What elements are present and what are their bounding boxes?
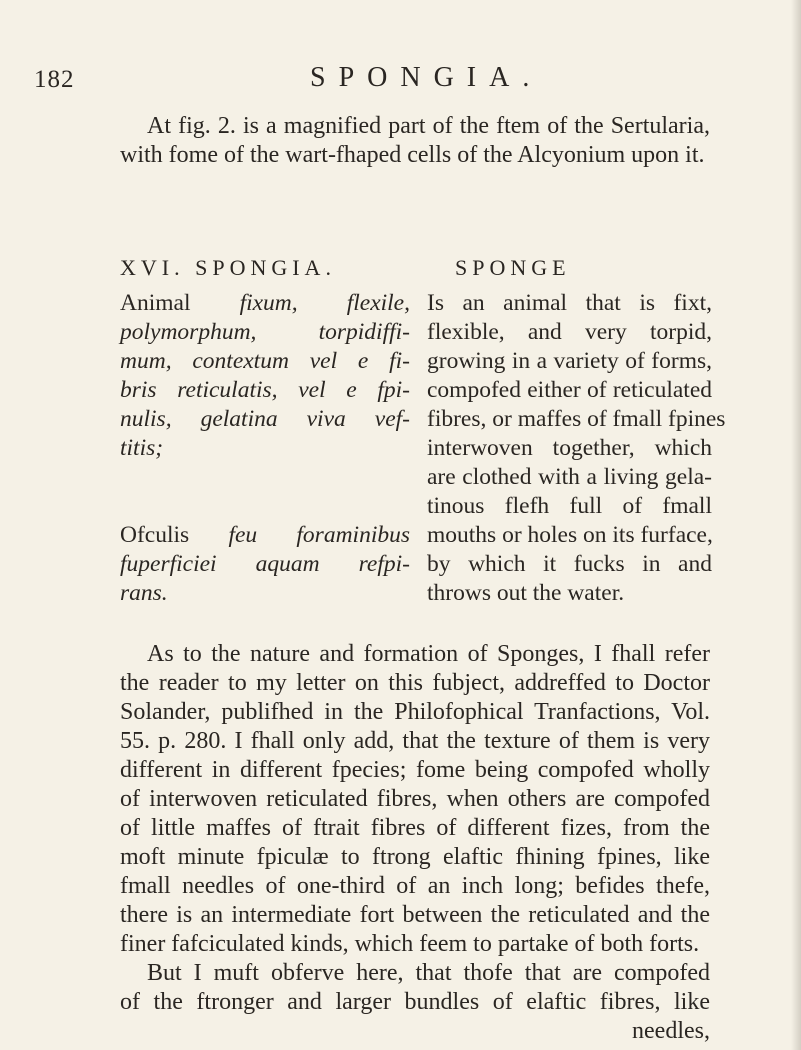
english-description bbox=[427, 289, 726, 608]
page-edge-shadow bbox=[791, 0, 801, 1050]
latin-line bbox=[120, 550, 410, 579]
paragraph-2-line: But I muft obferve here, that thofe that are compofed bbox=[147, 960, 710, 986]
english-line: mouths or holes on its furface, bbox=[427, 522, 713, 548]
english-line: growing in a variety of forms, bbox=[427, 348, 712, 374]
latin-line bbox=[120, 405, 410, 434]
paragraph-2 bbox=[120, 959, 710, 1046]
genus-english-heading: SPONGE bbox=[455, 255, 571, 280]
latin-line-italic: bris reticulatis, vel e fpi- bbox=[120, 377, 410, 403]
latin-line bbox=[120, 347, 410, 376]
latin-line bbox=[120, 434, 410, 463]
latin-line bbox=[120, 521, 410, 550]
english-line: flexible, and very torpid, bbox=[427, 319, 712, 345]
running-head: SPONGIA. bbox=[310, 62, 543, 93]
english-line: throws out the water. bbox=[427, 580, 625, 606]
english-line: compofed either of reticulated bbox=[427, 377, 712, 403]
latin-line-italic: mum, contextum vel e fi- bbox=[120, 348, 410, 374]
intro-text: At fig. 2. is a magnified part of the ftem of the Sertularia, with fome of the wart-fhaped cells of the Alcyonium upon it. bbox=[120, 113, 710, 168]
latin-line-italic: rans. bbox=[120, 580, 168, 606]
latin-line bbox=[120, 579, 410, 608]
latin-description bbox=[120, 289, 410, 608]
english-line: Is an animal that is fixt, bbox=[427, 290, 712, 316]
english-line: tinous flefh full of fmall bbox=[427, 493, 712, 519]
english-line: interwoven together, which bbox=[427, 435, 712, 461]
body-text bbox=[120, 640, 710, 1046]
paragraph-2-line: of the ftronger and larger bundles of elaftic fibres, like bbox=[120, 989, 710, 1015]
latin-line bbox=[120, 318, 410, 347]
paragraph-1: As to the nature and formation of Sponges, I fhall refer the reader to my letter on this fubject, addreffed to Doctor Solander, publifhed in the Philofophical Tranfactions, Vol. 55. p. 280. I fhall only add, that the texture of them is very different in different fpecies; fome being compofed wholly of interwoven reticulated fibres, when others are compofed of little maffes of ftrait fibres of different fizes, from the moft minute fpiculæ to ftrong elaftic fhining fpines, like fmall needles of one-third of an inch long; befides thefe, there is an intermediate fort between the reticulated and the finer fafciculated kinds, which feem to partake of both forts. bbox=[120, 641, 710, 957]
english-line: are clothed with a living gela- bbox=[427, 464, 712, 490]
latin-line-italic: titis; bbox=[120, 435, 164, 461]
latin-line-italic: fuperficiei aquam refpi- bbox=[120, 551, 410, 577]
latin-line-roman: Animal bbox=[120, 290, 240, 316]
intro-paragraph bbox=[120, 112, 710, 170]
latin-line-italic: feu foraminibus bbox=[228, 522, 410, 548]
latin-line-roman: Ofculis bbox=[120, 522, 229, 548]
english-line: fibres, or maffes of fmall fpines bbox=[427, 406, 726, 432]
latin-line-italic: polymorphum, torpidiffi- bbox=[120, 319, 410, 345]
latin-line bbox=[120, 289, 410, 318]
latin-line-italic: nulis, gelatina viva vef- bbox=[120, 406, 410, 432]
latin-line-italic: fixum, flexile, bbox=[239, 290, 410, 316]
english-character-block bbox=[427, 289, 726, 608]
english-line: by which it fucks in and bbox=[427, 551, 712, 577]
latin-mouths-block bbox=[120, 521, 410, 608]
latin-line bbox=[120, 376, 410, 405]
page-number: 182 bbox=[34, 66, 75, 93]
column-spacer bbox=[120, 463, 410, 521]
genus-latin-heading: XVI. SPONGIA. bbox=[120, 255, 336, 280]
catchword: needles, bbox=[632, 1018, 710, 1044]
latin-character-block bbox=[120, 289, 410, 463]
